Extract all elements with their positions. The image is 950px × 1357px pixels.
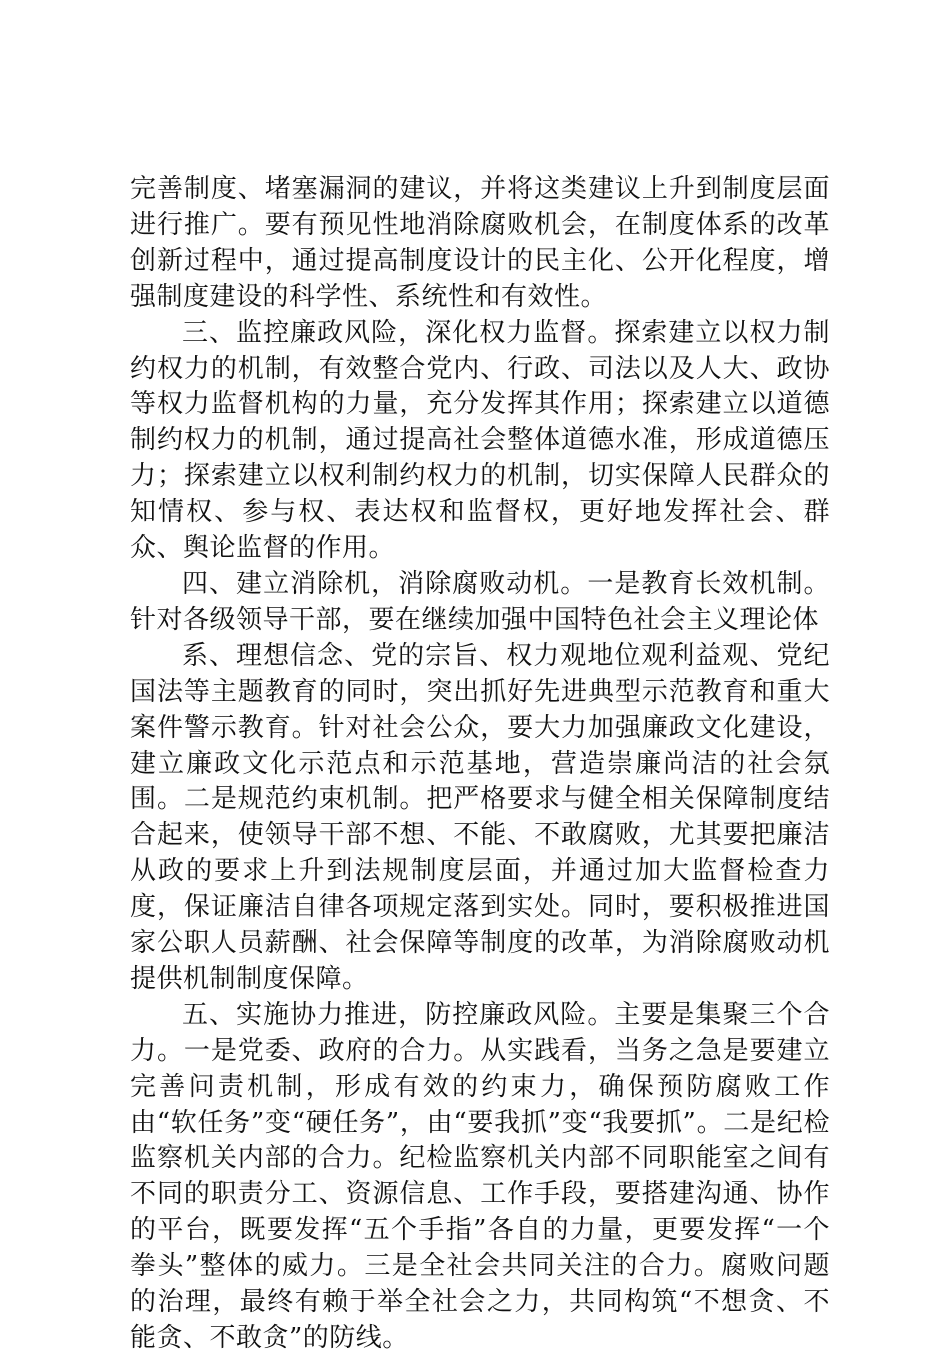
paragraph-continuation: 完善制度、堵塞漏洞的建议，并将这类建议上升到制度层面进行推广。要有预见性地消除腐败机会，在制度体系的改革创新过程中，通过提高制度设计的民主化、公开化程度，增强制度建设的科学性、系统性和有效性。 — [130, 174, 830, 312]
paragraph-section-5: 五、实施协力推进，防控廉政风险。主要是集聚三个合力。一是党委、政府的合力。从实践看，当务之急是要建立完善问责机制，形成有效的约束力，确保预防腐败工作由“软任务”变“硬任务”，由“要我抓”变“我要抓”。二是纪检监察机关内部的合力。纪检监察机关内部不同职能室之间有不同的职责分工、资源信息、工作手段，要搭建沟通、协作的平台，既要发挥“五个手指”各自的力量，更要发挥“一个拳头”整体的威力。三是全社会共同关注的合力。腐败问题的治理，最终有赖于举全社会之力，共同构筑“不想贪、不能贪、不敢贪”的防线。 — [130, 999, 830, 1353]
document-body — [130, 172, 830, 1357]
paragraph-section-4-continued: 系、理想信念、党的宗旨、权力观地位观利益观、党纪国法等主题教育的同时，突出抓好先进典型示范教育和重大案件警示教育。针对社会公众，要大力加强廉政文化建设，建立廉政文化示范点和示范基地，营造崇廉尚洁的社会氛围。二是规范约束机制。把严格要求与健全相关保障制度结合起来，使领导干部不想、不能、不敢腐败，尤其要把廉洁从政的要求上升到法规制度层面，并通过加大监督检查力度，保证廉洁自律各项规定落到实处。同时，要积极推进国家公职人员薪酬、社会保障等制度的改革，为消除腐败动机提供机制制度保障。 — [130, 640, 830, 994]
paragraph-section-3: 三、监控廉政风险，深化权力监督。探索建立以权力制约权力的机制，有效整合党内、行政、司法以及人大、政协等权力监督机构的力量，充分发挥其作用；探索建立以道德制约权力的机制，通过提高社会整体道德水准，形成道德压力；探索建立以权利制约权力的机制，切实保障人民群众的知情权、参与权、表达权和监督权，更好地发挥社会、群众、舆论监督的作用。 — [130, 317, 830, 564]
paragraph-section-4-start: 四、建立消除机，消除腐败动机。一是教育长效机制。针对各级领导干部，要在继续加强中国特色社会主义理论体 — [130, 568, 830, 635]
